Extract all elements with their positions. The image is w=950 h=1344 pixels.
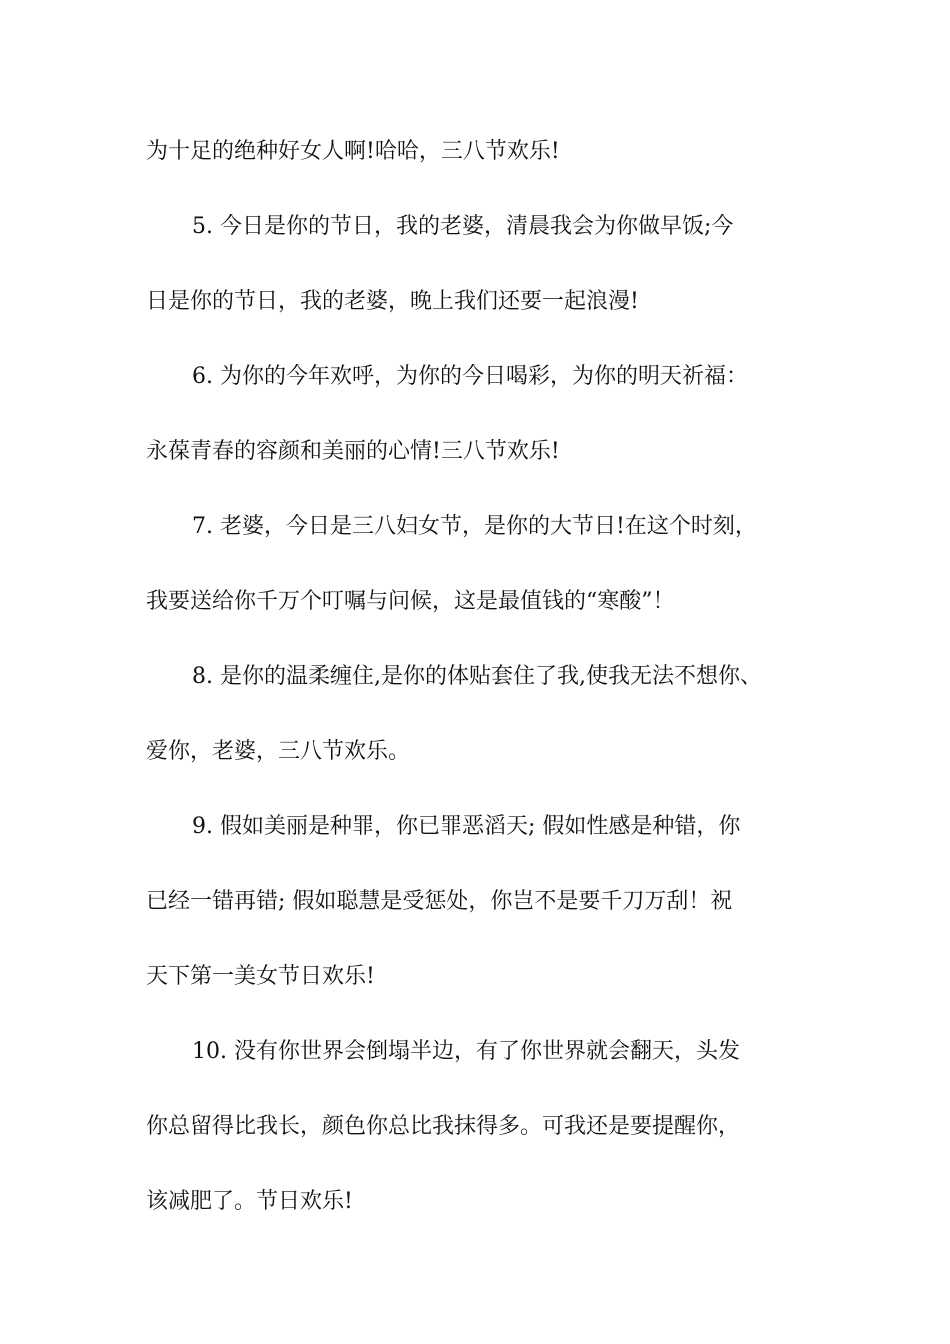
list-item-6-line-1: 6. 为你的今年欢呼，为你的今日喝彩，为你的明天祈福： xyxy=(192,364,748,389)
list-item-10-line-1: 10. 没有你世界会倒塌半边，有了你世界就会翻天，头发 xyxy=(192,1039,740,1064)
text-line: 为十足的绝种好女人啊!哈哈，三八节欢乐! xyxy=(146,139,560,164)
list-item-10-line-2: 你总留得比我长，颜色你总比我抹得多。可我还是要提醒你， xyxy=(146,1114,741,1139)
list-item-7-line-2: 我要送给你千万个叮嘱与问候，这是最值钱的“寒酸”！ xyxy=(146,589,675,614)
list-item-10-line-3: 该减肥了。节日欢乐! xyxy=(146,1189,353,1214)
list-item-8-line-1: 8. 是你的温柔缠住,是你的体贴套住了我,使我无法不想你、 xyxy=(192,664,762,689)
list-item-5-line-2: 日是你的节日，我的老婆，晚上我们还要一起浪漫! xyxy=(146,289,639,314)
list-item-7-line-1: 7. 老婆，今日是三八妇女节，是你的大节日!在这个时刻， xyxy=(192,514,757,539)
list-item-6-line-2: 永葆青春的容颜和美丽的心情!三八节欢乐! xyxy=(146,439,560,464)
list-item-5-line-1: 5. 今日是你的节日，我的老婆，清晨我会为你做早饭;今 xyxy=(192,214,734,239)
list-item-9-line-3: 天下第一美女节日欢乐! xyxy=(146,964,375,989)
list-item-9-line-2: 已经一错再错; 假如聪慧是受惩处，你岂不是要千刀万刮！祝 xyxy=(146,889,733,914)
list-item-8-line-2: 爱你，老婆，三八节欢乐。 xyxy=(146,739,411,764)
list-item-9-line-1: 9. 假如美丽是种罪，你已罪恶滔天; 假如性感是种错，你 xyxy=(192,814,741,839)
